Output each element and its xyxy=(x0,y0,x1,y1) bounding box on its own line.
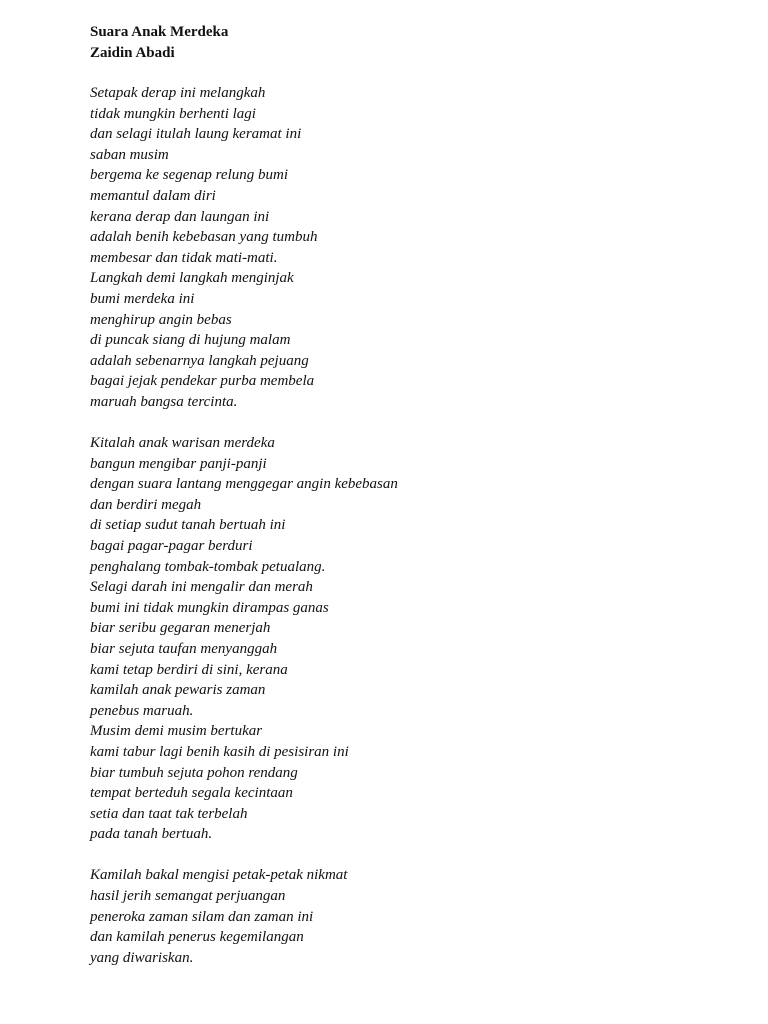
poem-line: kamilah anak pewaris zaman xyxy=(90,682,266,699)
poem-line: dan kamilah penerus kegemilangan xyxy=(90,929,304,946)
poem-line: biar seribu gegaran menerjah xyxy=(90,620,271,637)
poem-line: kerana derap dan laungan ini xyxy=(90,208,270,225)
poem-line: bangun mengibar panji-panji xyxy=(90,455,267,472)
poem-line: saban musim xyxy=(90,146,169,163)
poem-line: penghalang tombak-tombak petualang. xyxy=(90,558,326,575)
poem-line: peneroka zaman silam dan zaman ini xyxy=(90,908,314,925)
poem-line: yang diwariskan. xyxy=(90,949,194,966)
stanza-2 xyxy=(90,433,398,845)
poem-line: dengan suara lantang menggegar angin kebebasan xyxy=(90,476,398,493)
poem-line: bumi ini tidak mungkin dirampas ganas xyxy=(90,599,329,616)
poem-header xyxy=(90,22,228,64)
poem-line: biar tumbuh sejuta pohon rendang xyxy=(90,764,298,781)
poem-line: hasil jerih semangat perjuangan xyxy=(90,887,286,904)
poem-line: di setiap sudut tanah bertuah ini xyxy=(90,517,286,534)
poem-line: Kamilah bakal mengisi petak-petak nikmat xyxy=(90,867,348,884)
poem-line: Setapak derap ini melangkah xyxy=(90,85,266,101)
poem-line: Selagi darah ini mengalir dan merah xyxy=(90,579,313,596)
poem-title: Suara Anak Merdeka xyxy=(90,24,229,40)
poem-line: menghirup angin bebas xyxy=(90,311,232,328)
poem-line: biar sejuta taufan menyanggah xyxy=(90,640,278,657)
poem-author: Zaidin Abadi xyxy=(90,45,175,61)
poem-line: tempat berteduh segala kecintaan xyxy=(90,785,293,802)
poem-line: kami tetap berdiri di sini, kerana xyxy=(90,661,288,678)
poem-line: tidak mungkin berhenti lagi xyxy=(90,105,256,122)
poem-line: dan berdiri megah xyxy=(90,496,202,513)
poem-line: membesar dan tidak mati-mati. xyxy=(90,249,278,266)
poem-line: memantul dalam diri xyxy=(90,187,216,204)
poem-line: maruah bangsa tercinta. xyxy=(90,393,238,410)
poem-line: bumi merdeka ini xyxy=(90,290,195,307)
poem-line: dan selagi itulah laung keramat ini xyxy=(90,126,302,143)
poem-line: kami tabur lagi benih kasih di pesisiran ini xyxy=(90,743,349,760)
stanza-1 xyxy=(90,83,398,413)
poem-line: Kitalah anak warisan merdeka xyxy=(90,435,275,451)
poem-body xyxy=(90,83,398,968)
poem-line: bergema ke segenap relung bumi xyxy=(90,167,289,184)
poem-line: bagai jejak pendekar purba membela xyxy=(90,373,315,390)
poem-line: pada tanah bertuah. xyxy=(90,826,213,843)
poem-line: Langkah demi langkah menginjak xyxy=(90,270,294,287)
stanza-3 xyxy=(90,865,398,968)
poem-line: bagai pagar-pagar berduri xyxy=(90,537,253,554)
poem-line: adalah sebenarnya langkah pejuang xyxy=(90,352,309,369)
poem-line: di puncak siang di hujung malam xyxy=(90,332,291,349)
poem-line: adalah benih kebebasan yang tumbuh xyxy=(90,229,318,246)
poem-line: penebus maruah. xyxy=(90,702,194,719)
poem-line: Musim demi musim bertukar xyxy=(90,723,263,740)
poem-line: setia dan taat tak terbelah xyxy=(90,805,248,822)
